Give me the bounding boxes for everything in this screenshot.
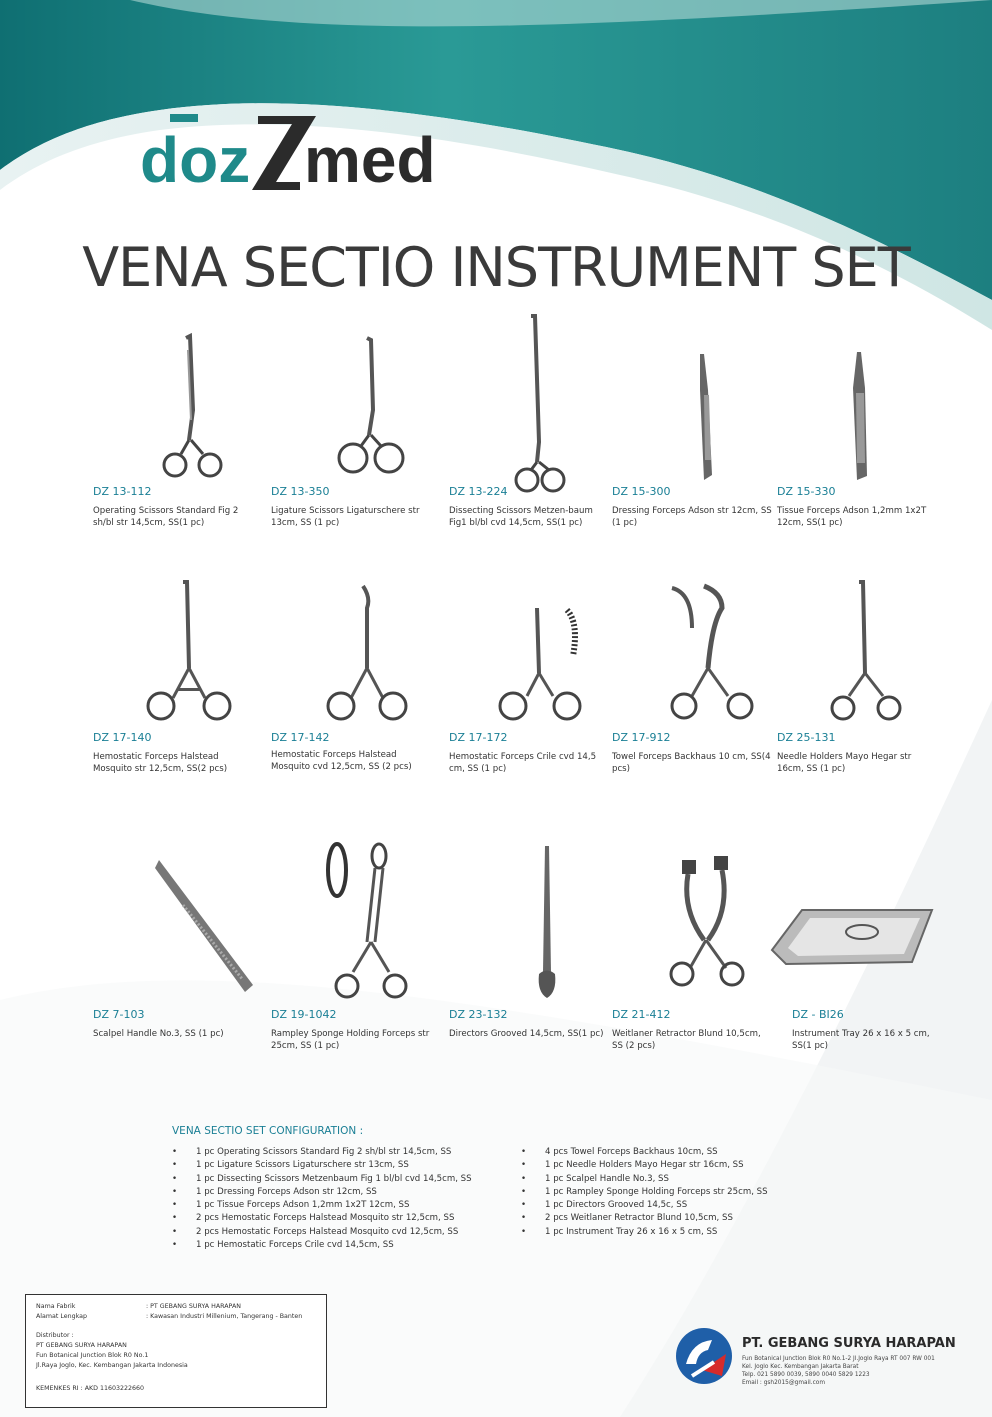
instrument-tray-icon [762,850,942,1000]
product-code: DZ - BI26 [792,1008,844,1021]
product-code: DZ 15-300 [612,485,671,498]
product-card [449,312,609,560]
company-name: PT. GEBANG SURYA HARAPAN [742,1336,956,1351]
distributor-address-2: Jl.Raya Joglo, Kec. Kembangan Jakarta Indonesia [36,1362,188,1369]
product-code: DZ 17-142 [271,731,330,744]
operating-scissors-icon [93,330,253,480]
product-code: DZ 13-224 [449,485,508,498]
list-item: • 2 pcs Hemostatic Forceps Halstead Mosquito str 12,5cm, SS [172,1212,472,1225]
logo-text-doz: doz [140,124,251,196]
hemostatic-forceps-curved-icon [271,578,431,728]
product-card [777,348,937,560]
product-code: DZ 15-330 [777,485,836,498]
product-description: Dissecting Scissors Metzen-baum Fig1 bl/bl cvd 14,5cm, SS(1 pc) [449,506,593,528]
company-address-2: Kel. Joglo Kec. Kembangan Jakarta Barat [742,1364,859,1370]
product-code: DZ 23-132 [449,1008,508,1021]
list-item: • 1 pc Dressing Forceps Adson str 12cm, SS [172,1186,472,1199]
logo-text-med: med [304,124,436,196]
product-description: Hemostatic Forceps Halstead Mosquito str 12,5cm, SS(2 pcs) [93,752,228,774]
list-item: • 1 pc Needle Holders Mayo Hegar str 16cm, SS [521,1159,768,1172]
alamat-value: : Kawasan Industri Millenium, Tangerang - Banten [146,1313,303,1320]
product-card [93,850,253,1050]
distributor-label: Distributor : [36,1332,74,1339]
sponge-forceps-icon [271,842,431,1002]
company-email: Email : gsh2015@gmail.com [742,1380,825,1386]
product-code: DZ 25-131 [777,731,836,744]
list-item: • 1 pc Scalpel Handle No.3, SS [521,1173,768,1186]
list-item: • 1 pc Dissecting Scissors Metzenbaum Fig 1 bl/bl cvd 14,5cm, SS [172,1173,472,1186]
list-item: • 1 pc Ligature Scissors Ligaturschere str 13cm, SS [172,1159,472,1172]
list-item: • 1 pc Instrument Tray 26 x 16 x 5 cm, SS [521,1226,768,1239]
product-description: Directors Grooved 14,5cm, SS(1 pc) [449,1029,604,1039]
crile-forceps-icon [449,578,609,728]
list-item: • 1 pc Operating Scissors Standard Fig 2 sh/bl str 14,5cm, SS [172,1146,472,1159]
configuration-list-right [521,1146,768,1239]
product-description: Ligature Scissors Ligaturschere str 13cm, SS (1 pc) [271,506,420,528]
scalpel-handle-icon [93,850,253,1000]
product-code: DZ 21-412 [612,1008,671,1021]
weitlaner-retractor-icon [612,850,772,1000]
distributor-name: PT GEBANG SURYA HARAPAN [36,1342,127,1349]
towel-forceps-icon [612,578,772,728]
tissue-forceps-icon [777,348,937,485]
product-card [777,578,937,808]
list-item: • 2 pcs Hemostatic Forceps Halstead Mosquito cvd 12,5cm, SS [172,1226,472,1239]
ligature-scissors-icon [271,330,431,480]
product-card [612,350,772,560]
product-code: DZ 13-350 [271,485,330,498]
product-description: Operating Scissors Standard Fig 2 sh/bl str 14,5cm, SS(1 pc) [93,506,239,528]
product-description: Hemostatic Forceps Crile cvd 14,5 cm, SS (1 pc) [449,752,597,774]
list-item: • 1 pc Hemostatic Forceps Crile cvd 14,5cm, SS [172,1239,472,1252]
product-card [93,330,253,560]
needle-holder-icon [777,578,937,728]
product-description: Tissue Forceps Adson 1,2mm 1x2T 12cm, SS(1 pc) [777,506,927,528]
product-card [271,330,431,560]
company-phone: Telp. 021 5890 0039, 5890 0040 5829 1223 [742,1372,870,1378]
list-item: • 4 pcs Towel Forceps Backhaus 10cm, SS [521,1146,768,1159]
product-code: DZ 17-172 [449,731,508,744]
product-card [93,578,253,808]
product-description: Hemostatic Forceps Halstead Mosquito cvd 12,5cm, SS (2 pcs) [271,750,412,772]
fabrik-label: Nama Fabrik [36,1303,76,1310]
distributor-address-1: Fun Botanical Junction Blok R0 No.1 [36,1352,149,1359]
company-logo-icon [672,1324,736,1388]
product-card [612,578,772,808]
list-item: • 1 pc Tissue Forceps Adson 1,2mm 1x2T 12cm, SS [172,1199,472,1212]
list-item: • 2 pcs Weitlaner Retractor Blund 10,5cm, SS [521,1212,768,1225]
product-code: DZ 19-1042 [271,1008,337,1021]
configuration-heading: VENA SECTIO SET CONFIGURATION : [172,1125,364,1137]
product-code: DZ 17-140 [93,731,152,744]
product-card [612,850,772,1050]
product-card [271,842,431,1050]
product-description: Dressing Forceps Adson str 12cm, SS (1 pc) [612,506,772,528]
alamat-label: Alamat Lengkap [36,1313,88,1320]
product-code: DZ 13-112 [93,485,152,498]
page-title: VENA SECTIO INSTRUMENT SET [82,236,910,299]
manufacturer-info-box [25,1294,327,1408]
product-description: Needle Holders Mayo Hegar str 16cm, SS (1 pc) [777,752,912,774]
product-code: DZ 7-103 [93,1008,145,1021]
list-item: • 1 pc Directors Grooved 14,5c, SS [521,1199,768,1212]
product-description: Scalpel Handle No.3, SS (1 pc) [93,1029,224,1039]
product-card [449,578,609,808]
configuration-list-left [172,1146,472,1252]
product-description: Weitlaner Retractor Blund 10,5cm, SS (2 pcs) [612,1029,761,1051]
product-code: DZ 17-912 [612,731,671,744]
dozmed-logo [140,108,450,198]
company-block [672,1324,972,1404]
product-description: Rampley Sponge Holding Forceps str 25cm, SS (1 pc) [271,1029,430,1051]
kemenkes-number: KEMENKES RI : AKD 11603222660 [36,1385,145,1392]
list-item: • 1 pc Rampley Sponge Holding Forceps str 25cm, SS [521,1186,768,1199]
dressing-forceps-icon [612,350,772,485]
grooved-director-icon [449,842,609,1002]
hemostatic-forceps-icon [93,578,253,728]
product-description: Instrument Tray 26 x 16 x 5 cm, SS(1 pc) [792,1029,930,1051]
company-address-1: Fun Botanical Junction Blok R0 No.1-2 Jl.Joglo Raya RT 007 RW 001 [742,1356,935,1362]
fabrik-value: : PT GEBANG SURYA HARAPAN [146,1303,241,1310]
product-description: Towel Forceps Backhaus 10 cm, SS(4 pcs) [612,752,771,774]
dissecting-scissors-icon [449,312,609,497]
product-card [449,842,609,1050]
product-card [271,578,431,808]
product-card [792,850,952,1050]
